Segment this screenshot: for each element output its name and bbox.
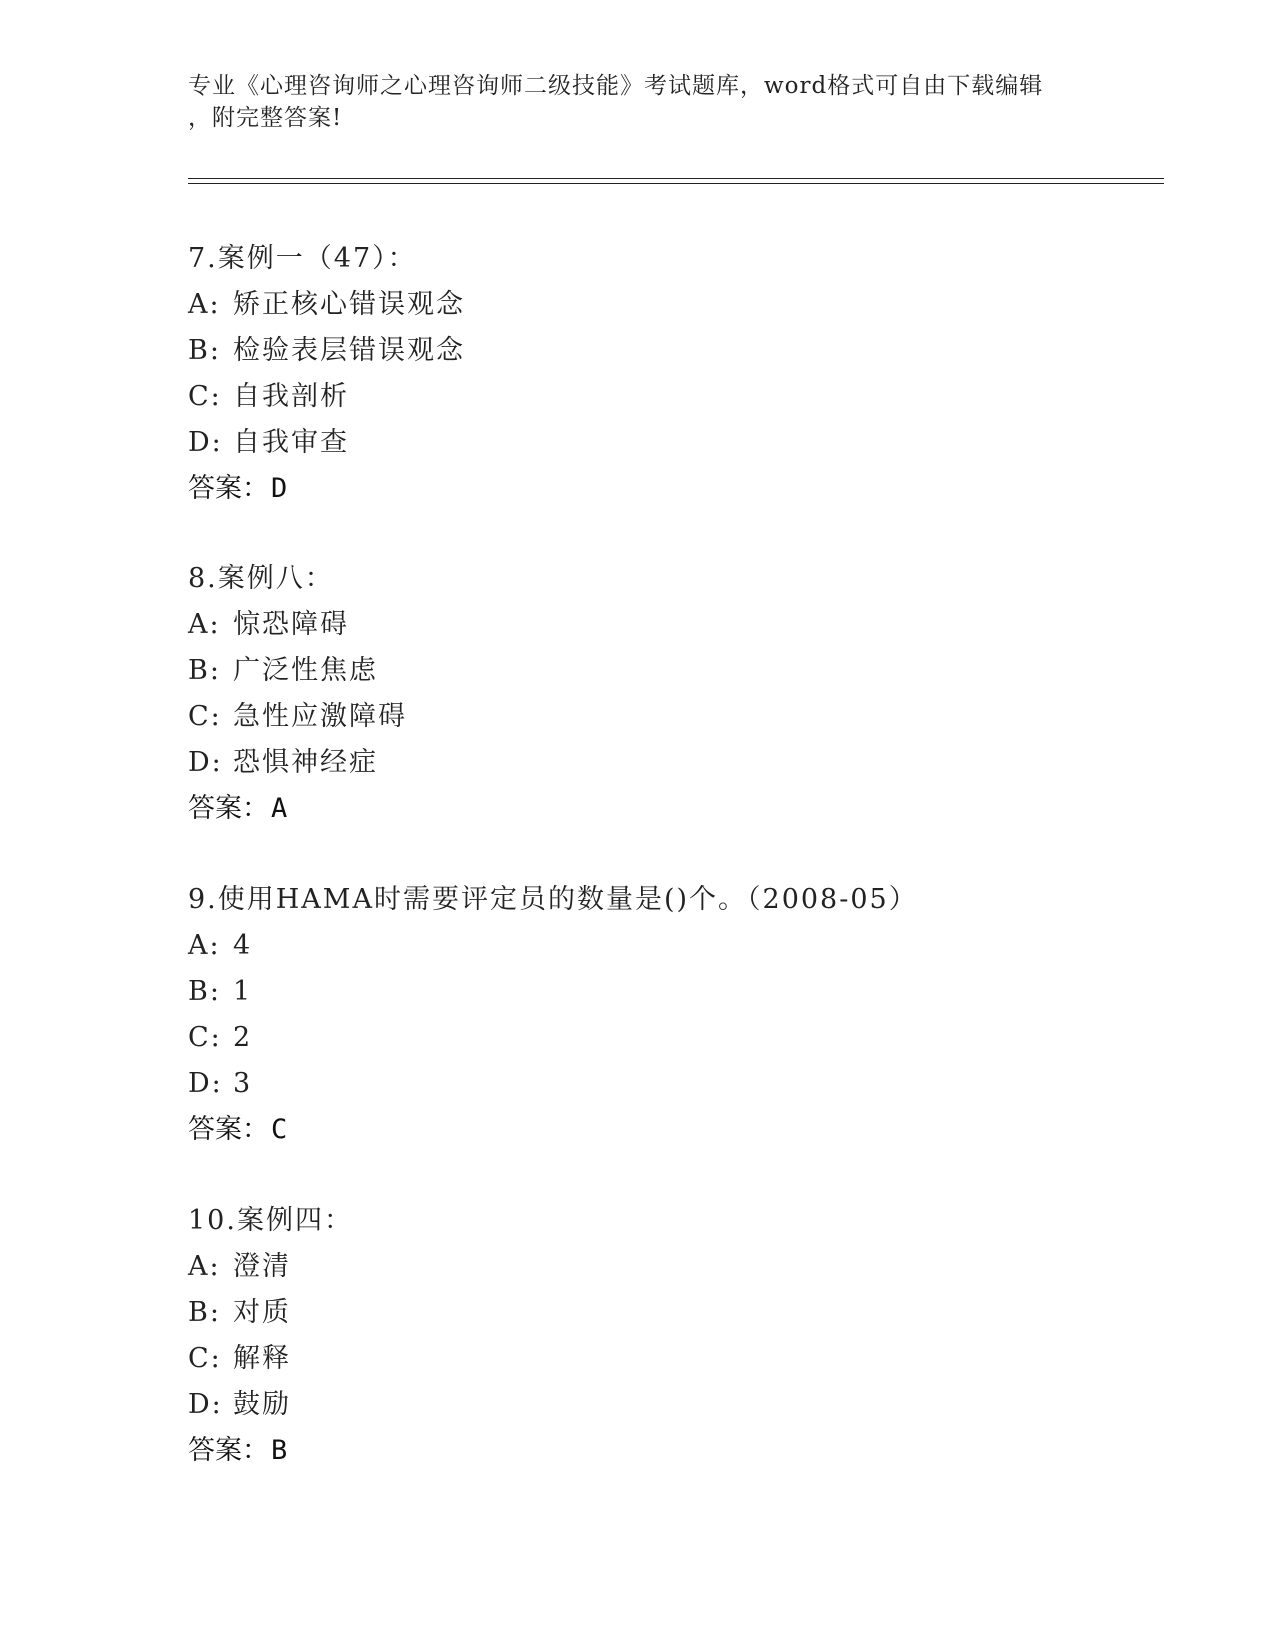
question-stem: 7.案例一（47）： (188, 243, 417, 274)
option-text: 广泛性焦虑 (233, 655, 378, 686)
option-key: D: (188, 747, 223, 778)
option-text: 惊恐障碍 (233, 609, 349, 640)
answer-value: A (271, 793, 288, 824)
answer-value: C (271, 1114, 288, 1145)
option-a (188, 1244, 1138, 1290)
question-block (188, 1198, 1138, 1474)
option-text: 自我剖析 (233, 381, 349, 412)
option-d (188, 420, 1138, 466)
option-c (188, 374, 1138, 420)
answer-line (188, 466, 1138, 512)
header-subtitle-line: ，附完整答案! (188, 105, 343, 131)
option-a (188, 282, 1138, 328)
option-text: 3 (233, 1068, 253, 1099)
question-block (188, 556, 1138, 832)
option-text: 矫正核心错误观念 (233, 289, 465, 320)
answer-value: B (271, 1435, 288, 1466)
option-text: 1 (233, 976, 253, 1007)
option-key: C: (188, 1022, 222, 1053)
option-c (188, 1336, 1138, 1382)
option-key: D: (188, 427, 223, 458)
option-key: D: (188, 1068, 223, 1099)
option-text: 急性应激障碍 (233, 701, 407, 732)
option-key: B: (188, 335, 221, 366)
option-key: D: (188, 1389, 223, 1420)
option-a (188, 923, 1138, 969)
option-text: 对质 (233, 1297, 291, 1328)
header-title-line: 专业《心理咨询师之心理咨询师二级技能》考试题库，word格式可自由下载编辑 (188, 73, 1044, 99)
question-block (188, 236, 1138, 512)
option-b (188, 1290, 1138, 1336)
option-text: 恐惧神经症 (233, 747, 378, 778)
option-d (188, 1382, 1138, 1428)
option-key: B: (188, 1297, 221, 1328)
option-key: A: (188, 930, 221, 961)
option-key: A: (188, 1251, 221, 1282)
document-header (188, 70, 1088, 134)
option-key: B: (188, 655, 221, 686)
question-stem: 9.使用HAMA时需要评定员的数量是()个。（2008-05） (188, 884, 918, 915)
option-b (188, 648, 1138, 694)
question-stem: 10.案例四： (188, 1205, 353, 1236)
option-text: 4 (233, 930, 253, 961)
answer-label: 答案： (188, 1114, 269, 1145)
option-key: B: (188, 976, 221, 1007)
header-divider-top (188, 178, 1164, 179)
answer-line (188, 1107, 1138, 1153)
answer-label: 答案： (188, 1435, 269, 1466)
option-text: 2 (233, 1022, 253, 1053)
header-divider-bottom (188, 183, 1164, 184)
option-key: C: (188, 1343, 222, 1374)
answer-label: 答案： (188, 473, 269, 504)
question-block (188, 877, 1138, 1153)
option-b (188, 969, 1138, 1015)
option-text: 自我审查 (233, 427, 349, 458)
option-d (188, 1061, 1138, 1107)
option-text: 检验表层错误观念 (233, 335, 465, 366)
answer-value: D (271, 473, 288, 504)
option-key: A: (188, 289, 221, 320)
option-d (188, 740, 1138, 786)
option-b (188, 328, 1138, 374)
question-stem: 8.案例八： (188, 563, 334, 594)
answer-line (188, 1428, 1138, 1474)
option-c (188, 694, 1138, 740)
option-c (188, 1015, 1138, 1061)
option-text: 澄清 (233, 1251, 291, 1282)
option-a (188, 602, 1138, 648)
answer-label: 答案： (188, 793, 269, 824)
option-key: C: (188, 381, 222, 412)
option-key: A: (188, 609, 221, 640)
option-text: 解释 (233, 1343, 291, 1374)
option-text: 鼓励 (233, 1389, 291, 1420)
option-key: C: (188, 701, 222, 732)
answer-line (188, 786, 1138, 832)
